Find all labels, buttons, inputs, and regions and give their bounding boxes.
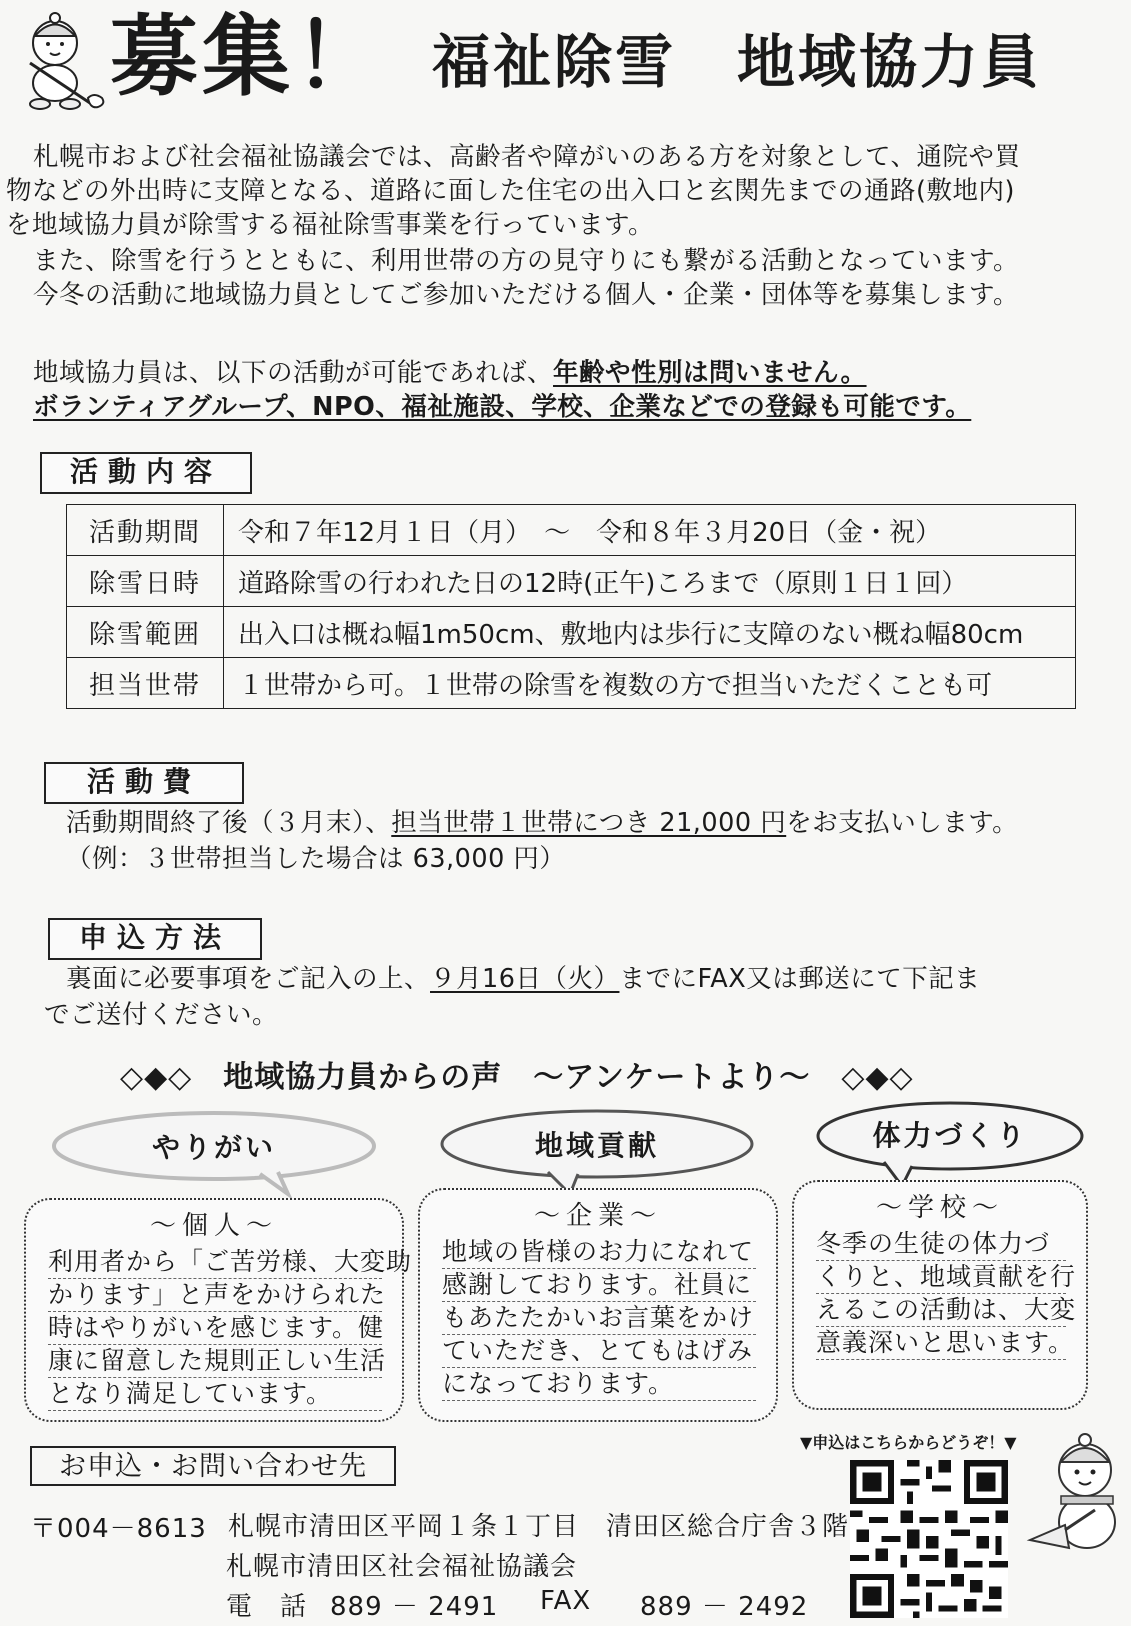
qr-code-icon[interactable] xyxy=(850,1460,1008,1618)
eligibility-line-1 xyxy=(33,356,867,390)
activity-value: 令和７年12月１日（月） ～ 令和８年３月20日（金・祝） xyxy=(224,505,1076,556)
fee-example: （例：３世帯担当した場合は 63,000 円） xyxy=(66,844,566,874)
apply-deadline: ９月16日（火） xyxy=(430,964,620,994)
eligibility-organizations: ボランティアグループ、NPO、福祉施設、学校、企業などでの登録も可能です。 xyxy=(33,392,972,422)
speech-bubble-rewarding xyxy=(50,1110,378,1200)
apply-line-1 xyxy=(66,962,980,996)
activity-key: 活動期間 xyxy=(67,505,224,556)
card-line: もあたたかいお言葉をかけ xyxy=(442,1302,756,1335)
speech-bubble-community xyxy=(438,1108,756,1198)
card-line: になっております。 xyxy=(442,1368,756,1401)
fee-text: 活動期間終了後（３月末）、 xyxy=(66,808,392,838)
eligibility-emphasis: 年齢や性別は問いません。 xyxy=(553,358,867,388)
card-line: となり満足しています。 xyxy=(48,1378,382,1411)
contact-fax-label: FAX xyxy=(540,1586,592,1616)
card-line: 時はやりがいを感じます。健 xyxy=(48,1312,382,1345)
card-line: ていただき、とてもはげみ xyxy=(442,1335,756,1368)
bubble-label: やりがい xyxy=(151,1131,276,1164)
activity-value: 出入口は概ね幅1m50cm、敷地内は歩行に支障のない概ね幅80cm xyxy=(224,607,1076,658)
table-row xyxy=(67,556,1076,607)
snowman-illustration xyxy=(1025,1430,1131,1560)
activity-value: １世帯から可。１世帯の除雪を複数の方で担当いただくことも可 xyxy=(224,658,1076,709)
contact-heading: お申込・お問い合わせ先 xyxy=(30,1446,396,1486)
contact-address: 札幌市清田区平岡１条１丁目 清田区総合庁舎３階 xyxy=(228,1512,850,1542)
card-title: ～個人～ xyxy=(149,1211,278,1241)
fee-amount: 担当世帯１世帯につき 21,000 円 xyxy=(391,808,787,838)
activity-heading: 活動内容 xyxy=(40,452,252,494)
page-subtitle: 福祉除雪 地域協力員 xyxy=(432,28,1043,96)
fee-heading: 活動費 xyxy=(44,762,244,804)
contact-phone-label: 電 話 xyxy=(226,1592,308,1622)
eligibility-text: 地域協力員は、以下の活動が可能であれば、 xyxy=(33,358,554,388)
apply-text-suffix: までにFAX又は郵送にて下記ま xyxy=(619,964,981,994)
card-line: 地域の皆様のお力になれて xyxy=(442,1236,756,1269)
intro-line-3: を地域協力員が除雪する福祉除雪事業を行っています。 xyxy=(6,210,654,240)
contact-postal-code: 〒004－8613 xyxy=(30,1514,207,1544)
intro-line-5: 今冬の活動に地域協力員としてご参加いただける個人・企業・団体等を募集します。 xyxy=(33,280,1019,310)
card-line: 利用者から「ご苦労様、大変助 xyxy=(48,1246,382,1279)
activity-key: 担当世帯 xyxy=(67,658,224,709)
contact-organization: 札幌市清田区社会福祉協議会 xyxy=(226,1552,578,1582)
card-title: ～企業～ xyxy=(533,1201,662,1231)
table-row xyxy=(67,607,1076,658)
snowman-shoveling-illustration xyxy=(10,8,110,113)
card-line: かります」と声をかけられた xyxy=(48,1279,382,1312)
bubble-label: 体力づくり xyxy=(872,1119,1028,1152)
contact-phone: 889 － 2491 xyxy=(330,1592,499,1622)
voices-title: ◇◆◇ 地域協力員からの声 ～アンケートより～ ◇◆◇ xyxy=(120,1060,914,1095)
activity-key: 除雪範囲 xyxy=(67,607,224,658)
card-line: 康に留意した規則正しい生活 xyxy=(48,1345,382,1378)
eligibility-line-2 xyxy=(33,390,971,424)
apply-heading: 申込方法 xyxy=(48,918,262,960)
table-row xyxy=(67,505,1076,556)
voice-card-school xyxy=(792,1180,1088,1410)
table-row xyxy=(67,658,1076,709)
voice-card-company xyxy=(418,1188,778,1422)
fee-line-1 xyxy=(66,806,1018,840)
fee-text-suffix: をお支払いします。 xyxy=(786,808,1019,838)
intro-line-4: また、除雪を行うとともに、利用世帯の方の見守りにも繋がる活動となっています。 xyxy=(33,246,1019,276)
contact-fax: 889 － 2492 xyxy=(640,1592,809,1622)
qr-note: ▼申込はこちらからどうぞ！▼ xyxy=(800,1433,1017,1452)
apply-text: 裏面に必要事項をご記入の上、 xyxy=(66,964,431,994)
card-title: ～学校～ xyxy=(875,1193,1004,1223)
card-line: 意義深いと思います。 xyxy=(816,1327,1066,1360)
intro-line-1: 札幌市および社会福祉協議会では、高齢者や障がいのある方を対象として、通院や買 xyxy=(33,142,1021,172)
activity-value: 道路除雪の行われた日の12時(正午)ころまで（原則１日１回） xyxy=(224,556,1076,607)
bubble-label: 地域貢献 xyxy=(534,1129,659,1162)
apply-line-2: でご送付ください。 xyxy=(44,1000,279,1030)
activity-key: 除雪日時 xyxy=(67,556,224,607)
voice-card-individual xyxy=(24,1198,413,1422)
intro-line-2: 物などの外出時に支障となる、道路に面した住宅の出入口と玄関先までの通路(敷地内) xyxy=(6,176,1015,206)
activity-table xyxy=(66,504,1076,709)
card-line: えるこの活動は、大変 xyxy=(816,1294,1066,1327)
card-line: 感謝しております。社員に xyxy=(442,1269,756,1302)
speech-bubble-fitness xyxy=(814,1100,1086,1190)
page-title: 募集！ xyxy=(110,5,387,108)
card-line: 冬季の生徒の体力づ xyxy=(816,1228,1066,1261)
card-line: くりと、地域貢献を行 xyxy=(816,1261,1066,1294)
